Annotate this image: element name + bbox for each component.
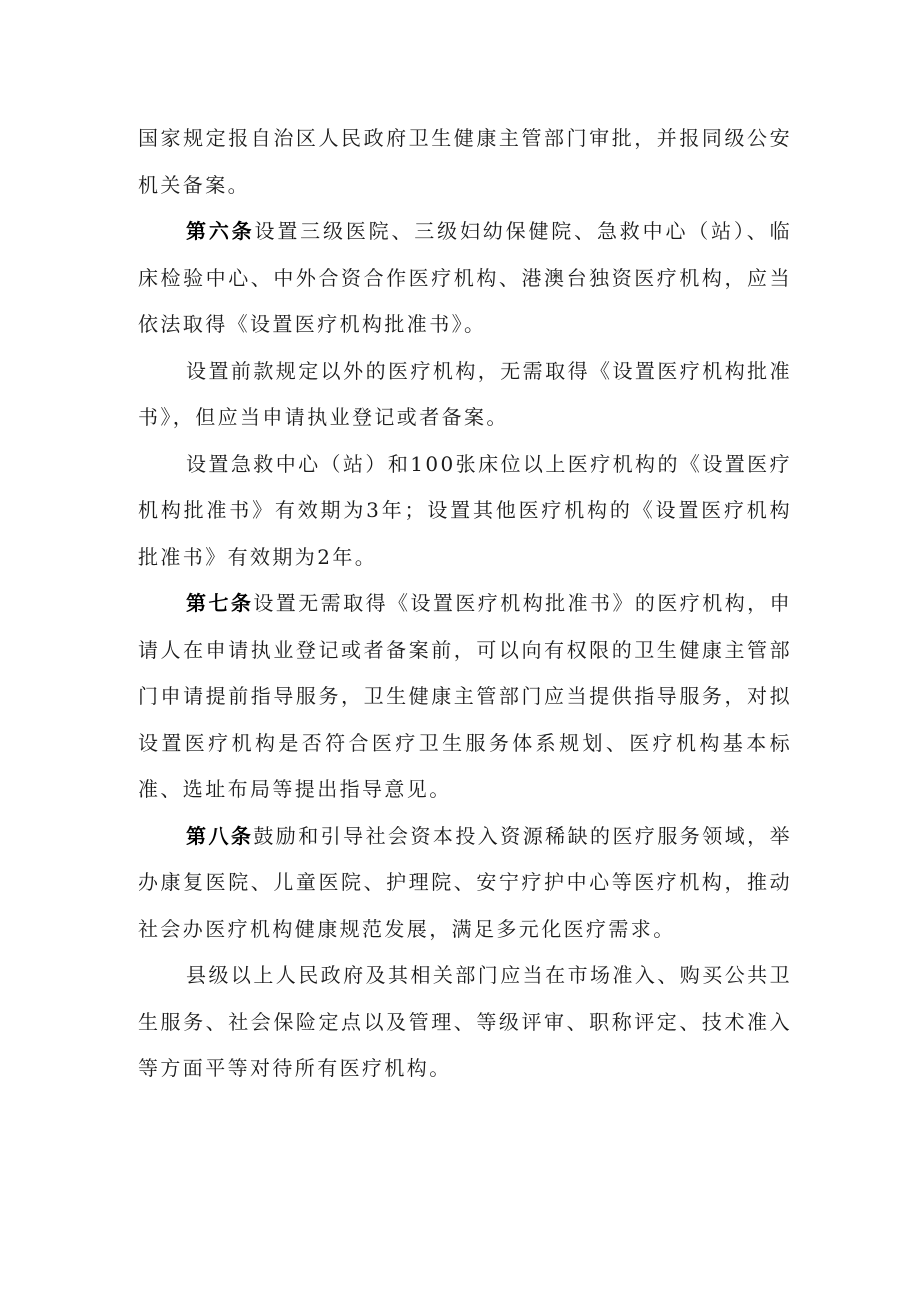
paragraph-text: 设置三级医院、三级妇幼保健院、急救中心（站）、临床检验中心、中外合资合作医疗机构、港澳台独资医疗机构，应当依法取得《设置医疗机构批准书》。 — [138, 219, 792, 336]
paragraph-text: 鼓励和引导社会资本投入资源稀缺的医疗服务领域，举办康复医院、儿童医院、护理院、安宁疗护中心等医疗机构，推动社会办医疗机构健康规范发展，满足多元化医疗需求。 — [138, 823, 792, 941]
paragraph-article-7 — [138, 580, 792, 813]
paragraph-text: 县级以上人民政府及其相关部门应当在市场准入、购买公共卫生服务、社会保险定点以及管理、等级评审、职称评定、技术准入等方面平等对待所有医疗机构。 — [138, 963, 792, 1080]
document-body — [138, 115, 792, 1092]
paragraph-article-6 — [138, 208, 792, 348]
paragraph-article-6-clause-3 — [138, 441, 792, 581]
article-number: 第六条 — [186, 219, 255, 243]
paragraph-text: 设置急救中心（站）和100张床位以上医疗机构的《设置医疗机构批准书》有效期为3年；设置其他医疗机构的《设置医疗机构批准书》有效期为2年。 — [138, 451, 792, 569]
paragraph-continuation — [138, 115, 792, 208]
paragraph-text: 国家规定报自治区人民政府卫生健康主管部门审批，并报同级公安机关备案。 — [138, 126, 792, 197]
paragraph-article-8-clause-2 — [138, 952, 792, 1092]
article-number: 第八条 — [186, 823, 254, 848]
paragraph-article-6-clause-2 — [138, 348, 792, 441]
article-number: 第七条 — [186, 591, 254, 615]
paragraph-text: 设置前款规定以外的医疗机构，无需取得《设置医疗机构批准书》，但应当申请执业登记或者备案。 — [138, 358, 792, 429]
paragraph-text: 设置无需取得《设置医疗机构批准书》的医疗机构，申请人在申请执业登记或者备案前，可以向有权限的卫生健康主管部门申请提前指导服务，卫生健康主管部门应当提供指导服务，对拟设置医疗机构是否符合医疗卫生服务体系规划、医疗机构基本标准、选址布局等提出指导意见。 — [138, 591, 792, 801]
paragraph-article-8 — [138, 813, 792, 953]
